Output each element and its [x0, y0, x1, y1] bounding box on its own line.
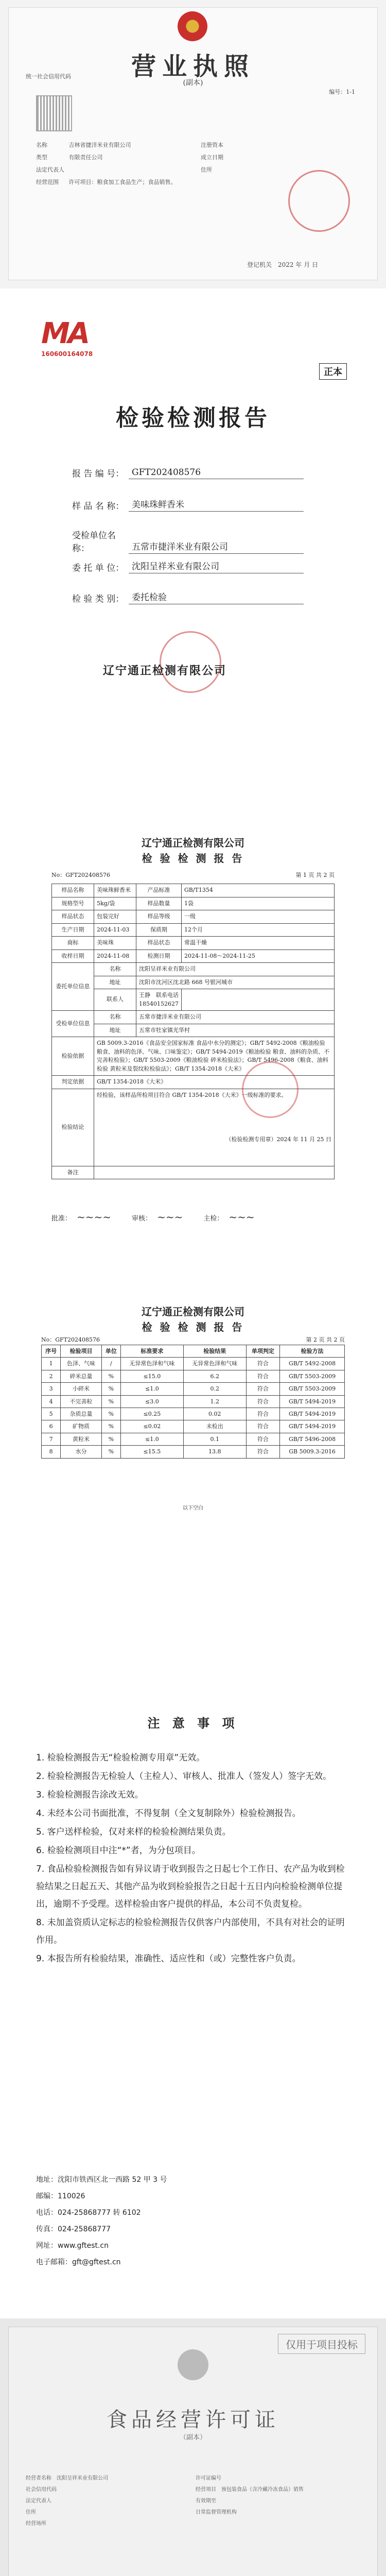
contact-phone: 电话：024-25868777 转 6102	[36, 2209, 141, 2217]
food-field: 经营场所	[26, 2521, 46, 2527]
table-row: 样品名称 美味珠鲜香米 产品标准 GB/T1354	[52, 884, 335, 897]
red-seal-icon	[242, 1061, 299, 1118]
license-field: 法定代表人	[36, 166, 64, 173]
cma-logo-icon: MA 160600164078	[41, 317, 93, 358]
table-row: 2 碎米总量 % ≤15.0 6.2 符合 GB/T 5503-2009	[42, 1370, 345, 1382]
cover-org-name: 辽宁通正检测有限公司	[103, 664, 227, 677]
cover-row: 报 告 编 号： GFT202408576	[72, 466, 304, 479]
food-field: 有效期至	[196, 2498, 216, 2504]
business-license	[0, 0, 386, 289]
national-emblem-icon	[178, 2349, 208, 2380]
page-number: 第 1 页 共 2 页	[295, 872, 335, 878]
table-row: 7 黄粒米 % ≤1.0 0.1 符合 GB/T 5496-2008	[42, 1433, 345, 1445]
page-org: 辽宁通正检测有限公司	[142, 1306, 244, 1318]
notice-item: 7. 食品检验检测报告如有异议请于收到报告之日起七个工作日、农产品为收到检验结果之日起五天、其他产品为收到检验报告之日起十五日内向检验检测单位提出，逾期不予受理。送样检验由客户提供的样品，本公司不负责复检。	[36, 1864, 345, 1909]
table-row: 地址 沈阳市沈河区沈北路 668 号银河城市	[52, 976, 335, 989]
page-number: 第 2 页 共 2 页	[306, 1336, 345, 1343]
page-title: 检 验 检 测 报 告	[142, 1321, 244, 1333]
license-title: 营业执照	[131, 52, 255, 81]
food-license-title: 食品经营许可证	[107, 2408, 279, 2432]
page-org: 辽宁通正检测有限公司	[142, 837, 244, 849]
table-row: 5 杂质总量 % ≤0.25 0.02 符合 GB/T 5494-2019	[42, 1408, 345, 1420]
food-license	[0, 2318, 386, 2576]
contact-fax: 传真：024-25868777	[36, 2225, 111, 2233]
license-serial: 编号：1-1	[329, 89, 355, 95]
license-field: 注册资本	[201, 142, 223, 148]
table-row: 8 水分 % ≤15.5 13.8 符合 GB 5009.3-2016	[42, 1446, 345, 1458]
food-field: 社会信用代码	[26, 2487, 57, 2493]
food-field: 经营项目 预包装食品（含冷藏冷冻食品）销售	[196, 2487, 304, 2493]
report-number: No：GFT202408576	[41, 1336, 100, 1343]
license-field: 住所	[201, 166, 212, 173]
table-row: 4 不完善粒 % ≤3.0 1.2 符合 GB/T 5494-2019	[42, 1395, 345, 1408]
license-field: 成立日期	[201, 154, 223, 161]
table-header-row: 序号 检验项目 单位 标准要求 检验结果 单项判定 检验方法	[42, 1345, 345, 1358]
license-subtitle: (副本)	[183, 79, 203, 87]
results-table	[41, 1345, 345, 1459]
notice-item: 6. 检验检测项目中注“*”者，为分包项目。	[36, 1845, 201, 1856]
notice-page	[0, 1692, 386, 2311]
license-fields-right	[201, 139, 365, 176]
signature-review: 审核： ~~~	[132, 1211, 183, 1223]
table-row: 生产日期 2024-11-03 保质期 12个月	[52, 923, 335, 937]
cover-row: 委 托 单 位： 沈阳呈祥米业有限公司	[72, 559, 304, 573]
report-cover	[0, 296, 386, 811]
signature-approve: 批准： ~~~~	[51, 1211, 112, 1223]
notice-item: 5. 客户送样检验，仅对来样的检验检测结果负责。	[36, 1827, 231, 1837]
bid-only-watermark: 仅用于项目投标	[278, 2334, 365, 2354]
table-row: 收样日期 2024-11-08 检测日期 2024-11-08～2024-11-25	[52, 950, 335, 963]
table-row: 备注	[52, 1166, 335, 1179]
signature-main: 主检： ~~~	[203, 1211, 255, 1223]
table-row: 检验依据 GB 5009.3-2016《食品安全国家标准 食品中水分的测定》；GB/T 5492-2008《粮油检验 粮食、油料的色泽、气味、口味鉴定》；GB/T 5494-2019《粮油检验 粮食、油料的杂质、不完善粒检验》；GB/T 5503-2009《粮油检验 碎米检验法》；GB/T 5496-2008《粮食、油料检验 黄粒米及裂纹粒检验法》；GB/T 1354-2018《大米》	[52, 1037, 335, 1076]
red-seal-icon	[288, 170, 350, 232]
table-row: 3 小碎米 % ≤1.0 0.2 符合 GB/T 5503-2009	[42, 1383, 345, 1395]
notice-item: 1. 检验检测报告无“检验检测专用章”无效。	[36, 1753, 205, 1763]
contact-postcode: 邮编：110026	[36, 2192, 85, 2200]
food-license-subtitle: （副本）	[179, 2434, 206, 2442]
notice-title: 注 意 事 项	[147, 1716, 239, 1731]
food-field: 许可证编号	[196, 2476, 221, 2481]
report-title: 检验检测报告	[116, 405, 270, 431]
signature-row	[51, 1211, 255, 1223]
notice-item: 4. 未经本公司书面批准，不得复制（全文复制除外）检验检测报告。	[36, 1808, 301, 1819]
food-fields-left	[26, 2473, 190, 2530]
cover-row: 样 品 名 称： 美味珠鲜香米	[72, 497, 304, 512]
notice-item: 9. 本报告所有检验结果，准确性、适应性和（或）完整性客户负责。	[36, 1954, 301, 1964]
license-field: 类型 有限责任公司	[36, 154, 103, 161]
license-fields-left	[36, 139, 190, 189]
report-page-1	[0, 819, 386, 1283]
license-code-label: 统一社会信用代码	[26, 73, 71, 80]
qr-code-icon	[36, 95, 72, 131]
sample-info-table	[51, 884, 335, 1179]
table-row: 样品状态 包装完好 样品等级 一级	[52, 910, 335, 924]
original-copy-badge: 正本	[319, 363, 347, 380]
table-row: 地址 五常市牡家镇光华村	[52, 1024, 335, 1037]
license-field: 名称 吉林省捷洋米业有限公司	[36, 142, 131, 148]
table-row: 规格型号 5kg/袋 样品数量 1袋	[52, 897, 335, 910]
notice-item: 2. 检验检测报告无检验人（主检人）、审核人、批准人（签发人）签字无效。	[36, 1771, 332, 1782]
contact-block	[36, 2172, 350, 2270]
table-row: 判定依据 GB/T 1354-2018《大米》	[52, 1076, 335, 1089]
report-number: No：GFT202408576	[51, 872, 110, 878]
report-page-2	[0, 1288, 386, 1685]
notice-item: 8. 未加盖资质认定标志的检验检测报告仅供客户内部使用，不具有对社会的证明作用。	[36, 1918, 345, 1945]
cover-row: 受检单位名称： 五常市捷洋米业有限公司	[72, 528, 304, 554]
food-field: 法定代表人	[26, 2498, 51, 2504]
license-date: 登记机关 2022 年 月 日	[247, 261, 319, 268]
notice-list	[36, 1749, 350, 1969]
contact-email: 电子邮箱：gft@gftest.cn	[36, 2258, 121, 2266]
food-field: 住所	[26, 2510, 36, 2515]
table-row: 6 矿物质 % ≤0.02 未检出 符合 GB/T 5494-2019	[42, 1420, 345, 1433]
table-row: 联系人 王静 联系电话 18540152627	[52, 989, 335, 1011]
table-row: 商标 美味珠 样品状态 常温干燥	[52, 937, 335, 950]
food-fields-right	[196, 2473, 365, 2518]
table-row: 委托单位信息 名称 沈阳呈祥米业有限公司	[52, 963, 335, 976]
table-row: 检验结论 经检验，该样品所检项目符合 GB/T 1354-2018《大米》一级标准的要求。 （检验检测专用章）2024 年 11 月 25 日	[52, 1089, 335, 1166]
contact-website: 网址：www.gftest.cn	[36, 2242, 109, 2250]
table-row: 1 色泽、气味 / 无异常色泽和气味 无异常色泽和气味 符合 GB/T 5492-2008	[42, 1358, 345, 1370]
notice-item: 3. 检验检测报告涂改无效。	[36, 1790, 144, 1800]
cover-row: 检 验 类 别： 委托检验	[72, 590, 304, 604]
food-field: 经营者名称 沈阳呈祥米业有限公司	[26, 2476, 108, 2481]
page-title: 检 验 检 测 报 告	[142, 852, 244, 865]
blank-note: 以下空白	[183, 1505, 203, 1511]
food-field: 日常监督管理机构	[196, 2510, 237, 2515]
national-emblem-icon	[178, 11, 207, 41]
contact-address: 地址：沈阳市铁西区北一西路 52 甲 3 号	[36, 2176, 167, 2184]
table-row: 受检单位信息 名称 五常市捷洋米业有限公司	[52, 1011, 335, 1024]
license-field: 经营范围 许可项目：粮食加工食品生产；食品销售。	[36, 179, 177, 185]
